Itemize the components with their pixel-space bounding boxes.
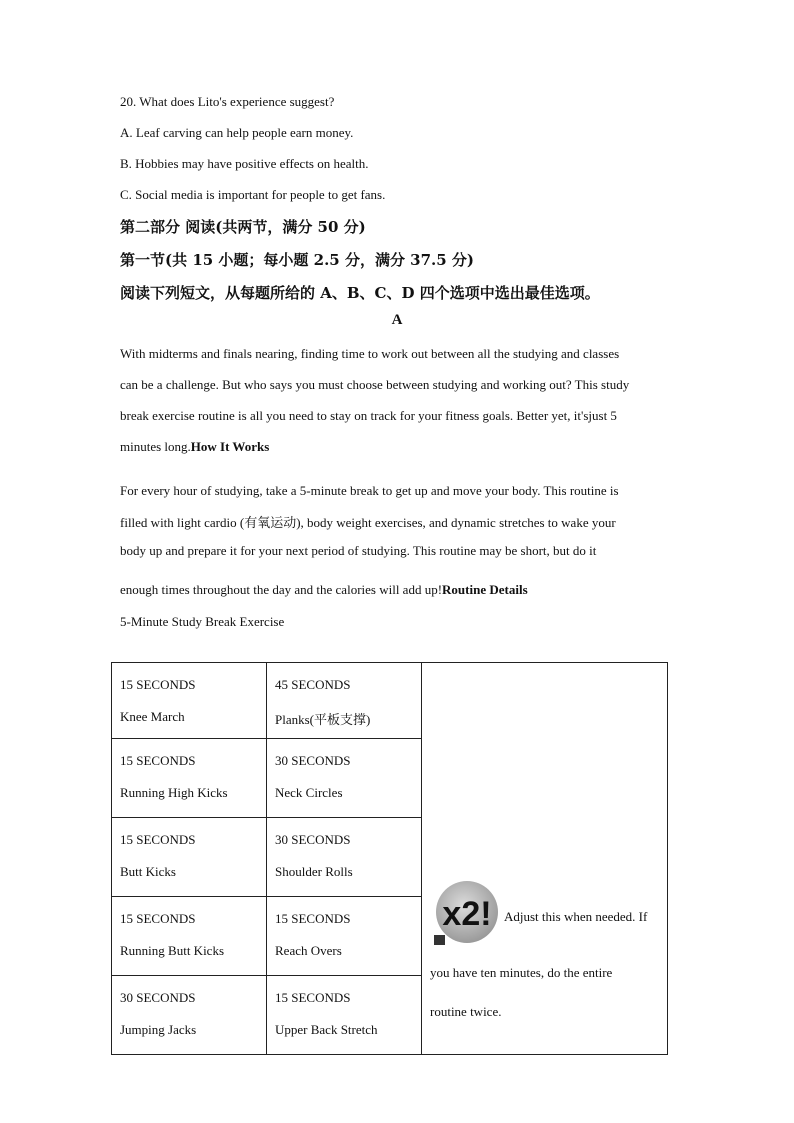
paragraph-line: With midterms and finals nearing, finding time to work out between all the studying and classes: [120, 346, 620, 361]
paragraph-line: For every hour of studying, take a 5-minute break to get up and move your body. This routine is: [120, 483, 619, 498]
exercise-name: Jumping Jacks: [120, 1022, 197, 1037]
paragraph-line: filled with light cardio (有氧运动), body weight exercises, and dynamic stretches to wake your: [120, 515, 616, 530]
exercise-name: Planks(平板支撑): [275, 712, 371, 727]
duration: 15 SECONDS: [120, 911, 196, 926]
paragraph-text: enough times throughout the day and the calories will add up!: [120, 582, 443, 597]
exercise-name: Knee March: [120, 709, 185, 724]
paragraph-line: [120, 582, 680, 598]
duration: 15 SECONDS: [275, 990, 351, 1005]
paragraph-text: minutes long.: [120, 439, 191, 454]
paragraph-line: can be a challenge. But who says you must choose between studying and working out? This study: [120, 377, 630, 392]
duration: 15 SECONDS: [120, 753, 196, 768]
note-text: routine twice.: [430, 1004, 502, 1019]
question-stem: 20. What does Lito's experience suggest?: [120, 94, 335, 109]
subsection-heading: 第一节(共 15 小题；每小题 2.5 分，满分 37.5 分): [120, 251, 475, 269]
duration: 15 SECONDS: [120, 832, 196, 847]
paragraph-line: [120, 439, 680, 455]
exercise-cell: [267, 663, 422, 739]
x2-badge-icon: [432, 879, 502, 949]
instruction-text: 阅读下列短文，从每题所给的 A、B、C、D 四个选项中选出最佳选项。: [120, 284, 600, 302]
duration: 45 SECONDS: [275, 677, 351, 692]
how-it-works-heading: How It Works: [190, 439, 270, 454]
paragraph-line: body up and prepare it for your next period of studying. This routine may be short, but do it: [120, 543, 597, 558]
exercise-cell: [267, 739, 422, 818]
repeat-note-cell: [422, 663, 668, 1055]
exercise-cell: [112, 663, 267, 739]
duration: 15 SECONDS: [120, 677, 196, 692]
paragraph-line: break exercise routine is all you need to stay on track for your fitness goals. Better yet, it'sjust 5: [120, 408, 617, 423]
table-row: [112, 663, 668, 739]
note-text: Adjust this when needed. If: [504, 909, 648, 924]
option-a: A. Leaf carving can help people earn money.: [120, 125, 354, 140]
exercise-cell: [112, 897, 267, 976]
exercise-cell: [112, 976, 267, 1055]
passage-letter: A: [391, 312, 403, 328]
exercise-name: Reach Overs: [275, 943, 342, 958]
exercise-name: Shoulder Rolls: [275, 864, 353, 879]
duration: 30 SECONDS: [275, 753, 351, 768]
exercise-name: Neck Circles: [275, 785, 343, 800]
routine-details-heading: Routine Details: [442, 582, 528, 597]
option-c: C. Social media is important for people to get fans.: [120, 187, 386, 202]
exercise-cell: [112, 739, 267, 818]
exercise-cell: [267, 897, 422, 976]
exercise-name: Butt Kicks: [120, 864, 176, 879]
exercise-name: Running High Kicks: [120, 785, 228, 800]
routine-table: [111, 662, 668, 1055]
exercise-cell: [112, 818, 267, 897]
table-caption: 5-Minute Study Break Exercise: [120, 614, 285, 629]
duration: 15 SECONDS: [275, 911, 351, 926]
exercise-cell: [267, 976, 422, 1055]
exercise-name: Running Butt Kicks: [120, 943, 225, 958]
section-part-heading: 第二部分 阅读(共两节，满分 50 分): [120, 218, 366, 236]
option-b: B. Hobbies may have positive effects on health.: [120, 156, 369, 171]
exercise-cell: [267, 818, 422, 897]
note-text: you have ten minutes, do the entire: [430, 965, 613, 980]
duration: 30 SECONDS: [120, 990, 196, 1005]
badge-text: x2!: [442, 895, 492, 933]
duration: 30 SECONDS: [275, 832, 351, 847]
exercise-name: Upper Back Stretch: [275, 1022, 378, 1037]
